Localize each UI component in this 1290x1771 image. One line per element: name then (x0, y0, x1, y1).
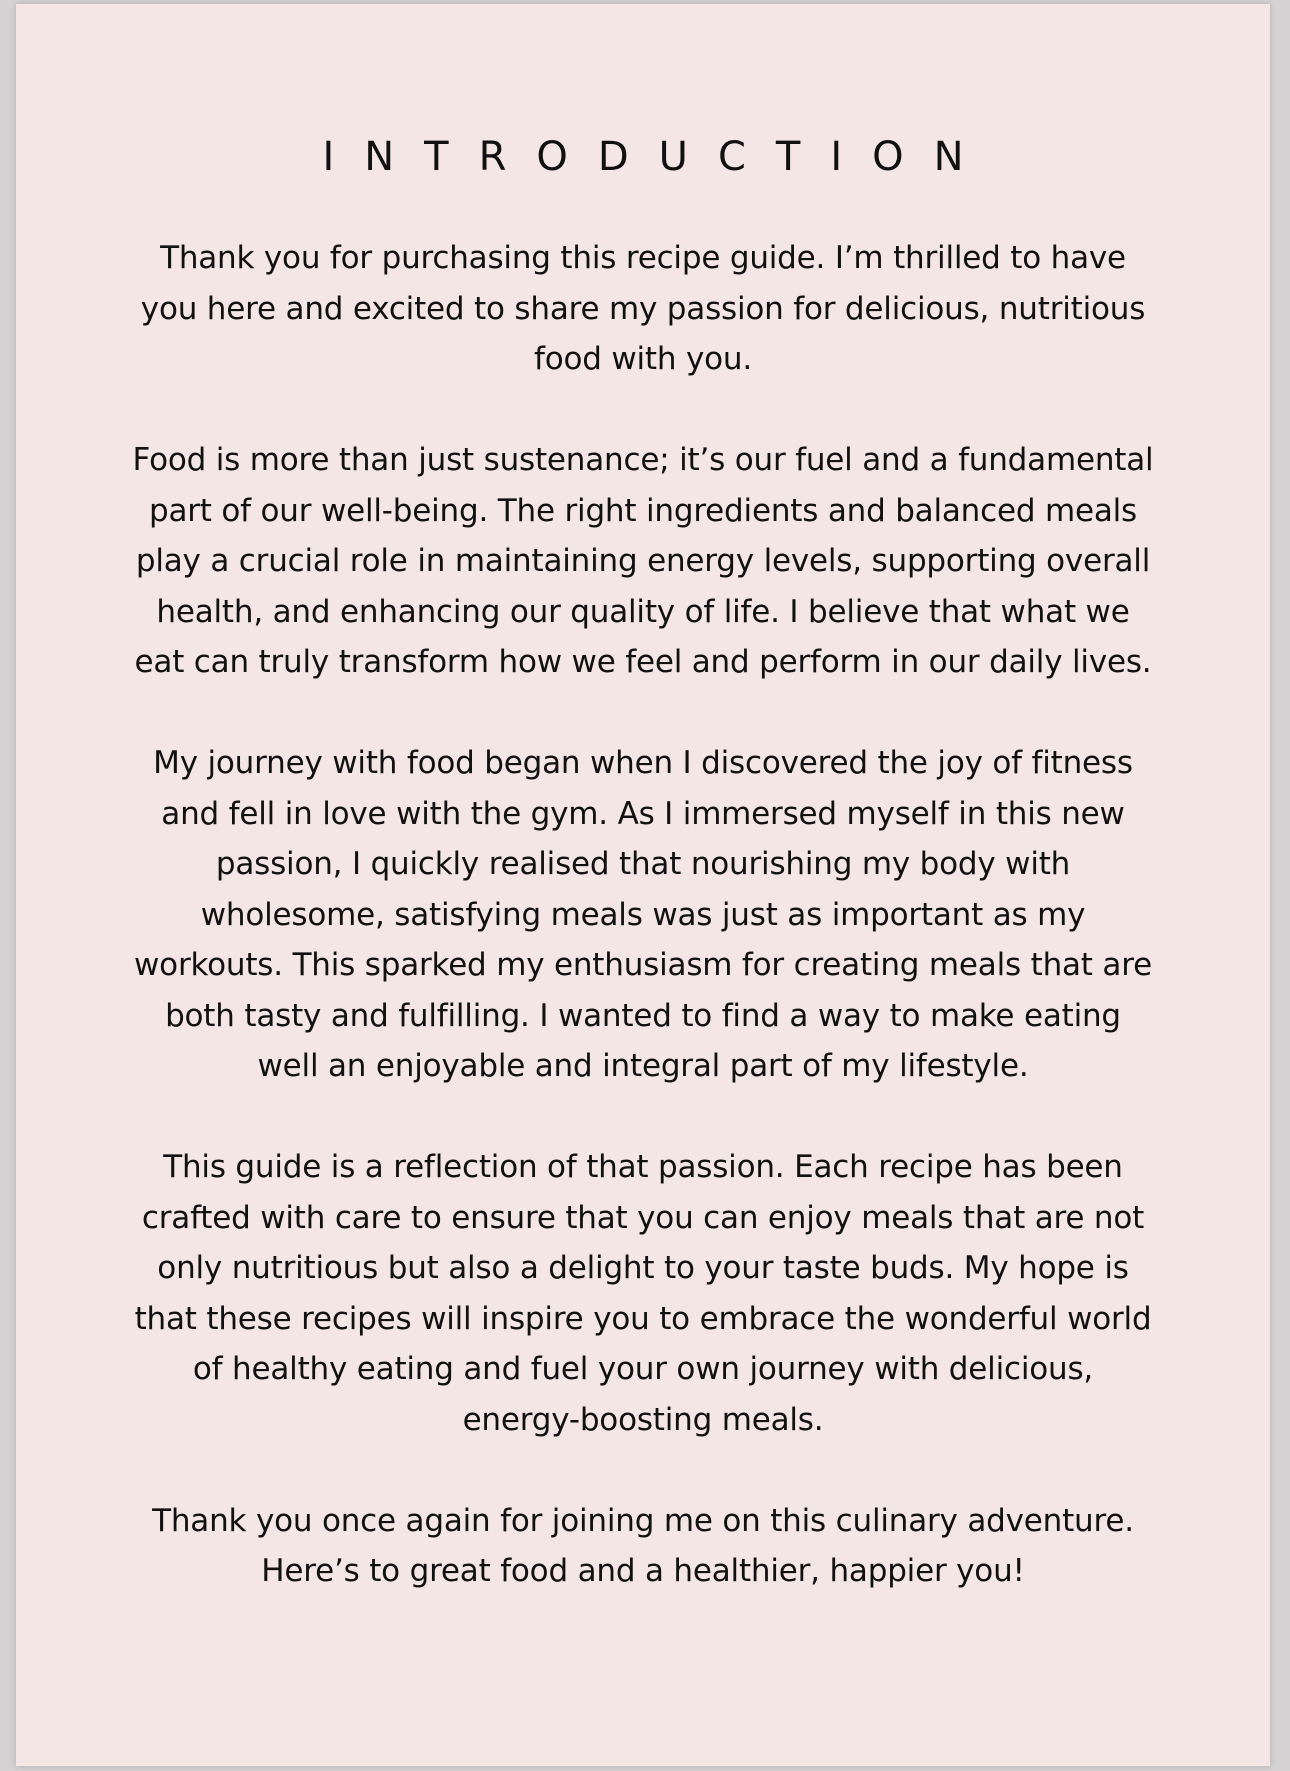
paragraph-food: Food is more than just sustenance; it’s our fuel and a fundamental part of our well-being. The right ingredients and balanced meals play a crucial role in maintaining energy levels, supporting overall health, and enhancing our quality of life. I believe that what we eat can truly transform how we feel and perform in our daily lives. (132, 442, 1154, 680)
document-page (16, 4, 1270, 1766)
introduction-body (131, 233, 1155, 1647)
paragraph-thank-you: Thank you for purchasing this recipe guide. I’m thrilled to have you here and excited to share my passion for delicious, nutritious food with you. (140, 240, 1146, 377)
paragraph-journey: My journey with food began when I discovered the joy of fitness and fell in love with the gym. As I immersed myself in this new passion, I quickly realised that nourishing my body with wholesome, satisfying meals was just as important as my workouts. This sparked my enthusiasm for creating meals that are both tasty and fulfilling. I wanted to find a way to make eating well an enjoyable and integral part of my lifestyle. (134, 745, 1152, 1084)
paragraph-closing: Thank you once again for joining me on this culinary adventure. Here’s to great food and a healthier, happier you! (152, 1502, 1134, 1589)
paragraph-guide: This guide is a reflection of that passion. Each recipe has been crafted with care to ensure that you can enjoy meals that are not only nutritious but also a delight to your taste buds. My hope is that these recipes will inspire you to embrace the wonderful world of healthy eating and fuel your own journey with delicious, energy-boosting meals. (134, 1149, 1152, 1438)
page-title: INTRODUCTION (322, 134, 994, 180)
